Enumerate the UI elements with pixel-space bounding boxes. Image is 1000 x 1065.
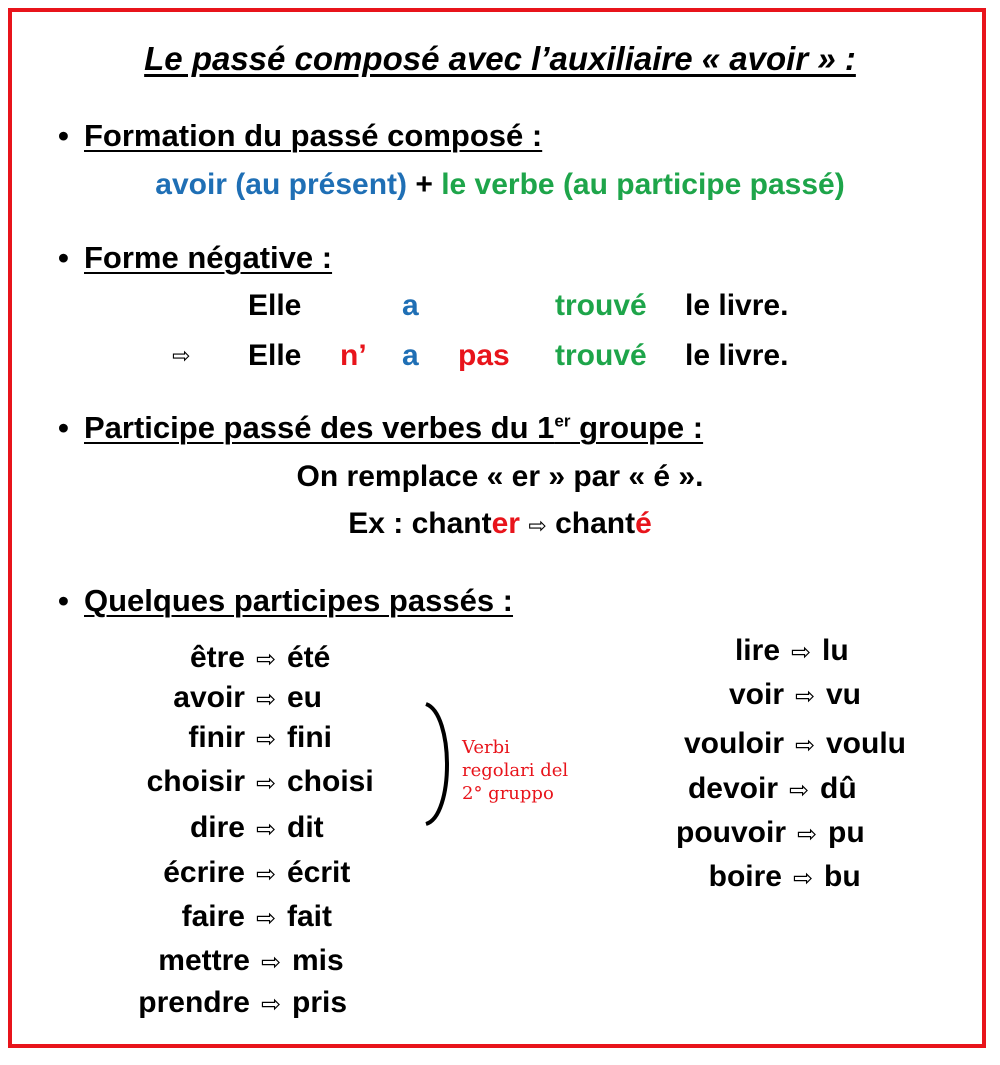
- neg-line1-aux: a: [402, 289, 419, 322]
- arrow-icon: ⇨: [792, 864, 814, 892]
- participle-pp: lu: [822, 634, 849, 667]
- arrow-icon: ⇨: [255, 725, 277, 753]
- arrow-icon: ⇨: [260, 948, 282, 976]
- participle-pp: pu: [828, 816, 865, 849]
- heading-first-group-text: [84, 410, 703, 445]
- heading-negative: [58, 240, 332, 276]
- neg-line1-rest: le livre.: [685, 289, 789, 322]
- example-ending-e: é: [635, 507, 652, 540]
- participle-pp: voulu: [826, 727, 906, 760]
- participle-verb: avoir: [173, 681, 245, 714]
- neg-line1-subject: Elle: [248, 289, 302, 322]
- participle-pp: fait: [287, 900, 332, 933]
- example-prefix: Ex : chant: [348, 507, 492, 540]
- list-item: [0, 986, 347, 1020]
- heading-first-group-main: Participe passé des verbes du 1: [84, 410, 555, 445]
- heading-some: [58, 583, 513, 619]
- list-item: [0, 944, 344, 978]
- arrow-icon: ⇨: [794, 731, 816, 759]
- formula-avoir: avoir (au présent): [155, 168, 407, 201]
- page-title: Le passé composé avec l’auxiliaire « avoir » :: [144, 40, 856, 77]
- neg-line2-verb: trouvé: [555, 339, 647, 372]
- participle-pp: pris: [292, 986, 348, 1019]
- arrow-icon: ⇨: [790, 638, 812, 666]
- first-group-rule: On remplace « er » par « é ».: [296, 460, 704, 493]
- participle-pp: été: [287, 641, 331, 674]
- arrow-icon: ⇨: [796, 820, 818, 848]
- participle-pp: bu: [824, 860, 861, 893]
- neg-line2-aux: a: [402, 339, 419, 372]
- heading-negative-text: Forme négative :: [84, 240, 333, 275]
- arrow-icon: ⇨: [788, 776, 810, 804]
- participle-verb: devoir: [687, 772, 778, 805]
- arrow-icon: ⇨: [255, 904, 277, 932]
- participle-pp: fini: [287, 721, 332, 754]
- participle-pp: dit: [287, 811, 324, 844]
- list-item: [0, 727, 906, 761]
- arrow-icon: ⇨: [255, 815, 277, 843]
- participle-verb: voir: [728, 678, 784, 711]
- bullet-icon: •: [58, 410, 69, 445]
- neg-line1-verb: trouvé: [555, 289, 647, 322]
- participle-verb: prendre: [138, 986, 250, 1019]
- arrow-icon: ⇨: [255, 685, 277, 713]
- arrow-icon: ⇨: [255, 769, 277, 797]
- bullet-icon: •: [58, 240, 69, 275]
- heading-first-group-sup: er: [554, 411, 571, 431]
- list-item: [0, 816, 865, 850]
- participle-verb: mettre: [158, 944, 250, 977]
- heading-some-text: Quelques participes passés :: [84, 583, 514, 618]
- participle-verb: faire: [181, 900, 245, 933]
- participle-verb: pouvoir: [676, 816, 786, 849]
- bullet-icon: •: [58, 118, 69, 153]
- participle-pp: mis: [292, 944, 344, 977]
- formula-verbe: le verbe (au participe passé): [441, 168, 845, 201]
- arrow-icon: ⇨: [528, 514, 547, 539]
- list-item: [0, 860, 861, 894]
- example-stem: chant: [555, 507, 636, 540]
- heading-first-group: [58, 410, 703, 446]
- list-item: [0, 900, 332, 934]
- heading-formation-text: Formation du passé composé :: [84, 118, 543, 153]
- formation-formula: [0, 168, 1000, 202]
- participle-pp: vu: [826, 678, 862, 711]
- neg-line2-rest: le livre.: [685, 339, 789, 372]
- arrow-icon: ⇨: [794, 682, 816, 710]
- formula-plus: +: [407, 168, 442, 201]
- participle-verb: boire: [708, 860, 782, 893]
- participle-pp: dû: [820, 772, 857, 805]
- bullet-icon: •: [58, 583, 69, 618]
- participle-verb: finir: [188, 721, 245, 754]
- arrow-icon: ⇨: [255, 860, 277, 888]
- participle-pp: écrit: [287, 856, 351, 889]
- participle-verb: dire: [189, 811, 245, 844]
- arrow-icon: ⇨: [260, 990, 282, 1018]
- arrow-icon: ⇨: [255, 645, 277, 673]
- participle-verb: choisir: [146, 765, 245, 798]
- neg-line2-pas: pas: [458, 339, 510, 372]
- list-item: [0, 634, 849, 668]
- participle-verb: être: [189, 641, 245, 674]
- heading-formation: [58, 118, 542, 154]
- note-line2: regolari del: [462, 760, 569, 781]
- example-ending-er: er: [491, 507, 520, 540]
- participle-pp: choisi: [287, 765, 374, 798]
- participle-verb: lire: [734, 634, 780, 667]
- bracket-shape: [420, 700, 460, 830]
- participle-verb: vouloir: [683, 727, 784, 760]
- first-group-example: [0, 507, 1000, 541]
- note-line1: Verbi: [462, 737, 510, 758]
- note-line3: 2° gruppo: [462, 783, 554, 804]
- list-item: [0, 772, 857, 806]
- list-item: [0, 678, 861, 712]
- participle-verb: écrire: [163, 856, 245, 889]
- neg-line2-ne: n’: [340, 339, 367, 372]
- neg-line2-subject: Elle: [248, 339, 302, 372]
- heading-first-group-end: groupe :: [570, 410, 704, 445]
- arrow-icon: ⇨: [172, 344, 191, 369]
- participle-pp: eu: [287, 681, 323, 714]
